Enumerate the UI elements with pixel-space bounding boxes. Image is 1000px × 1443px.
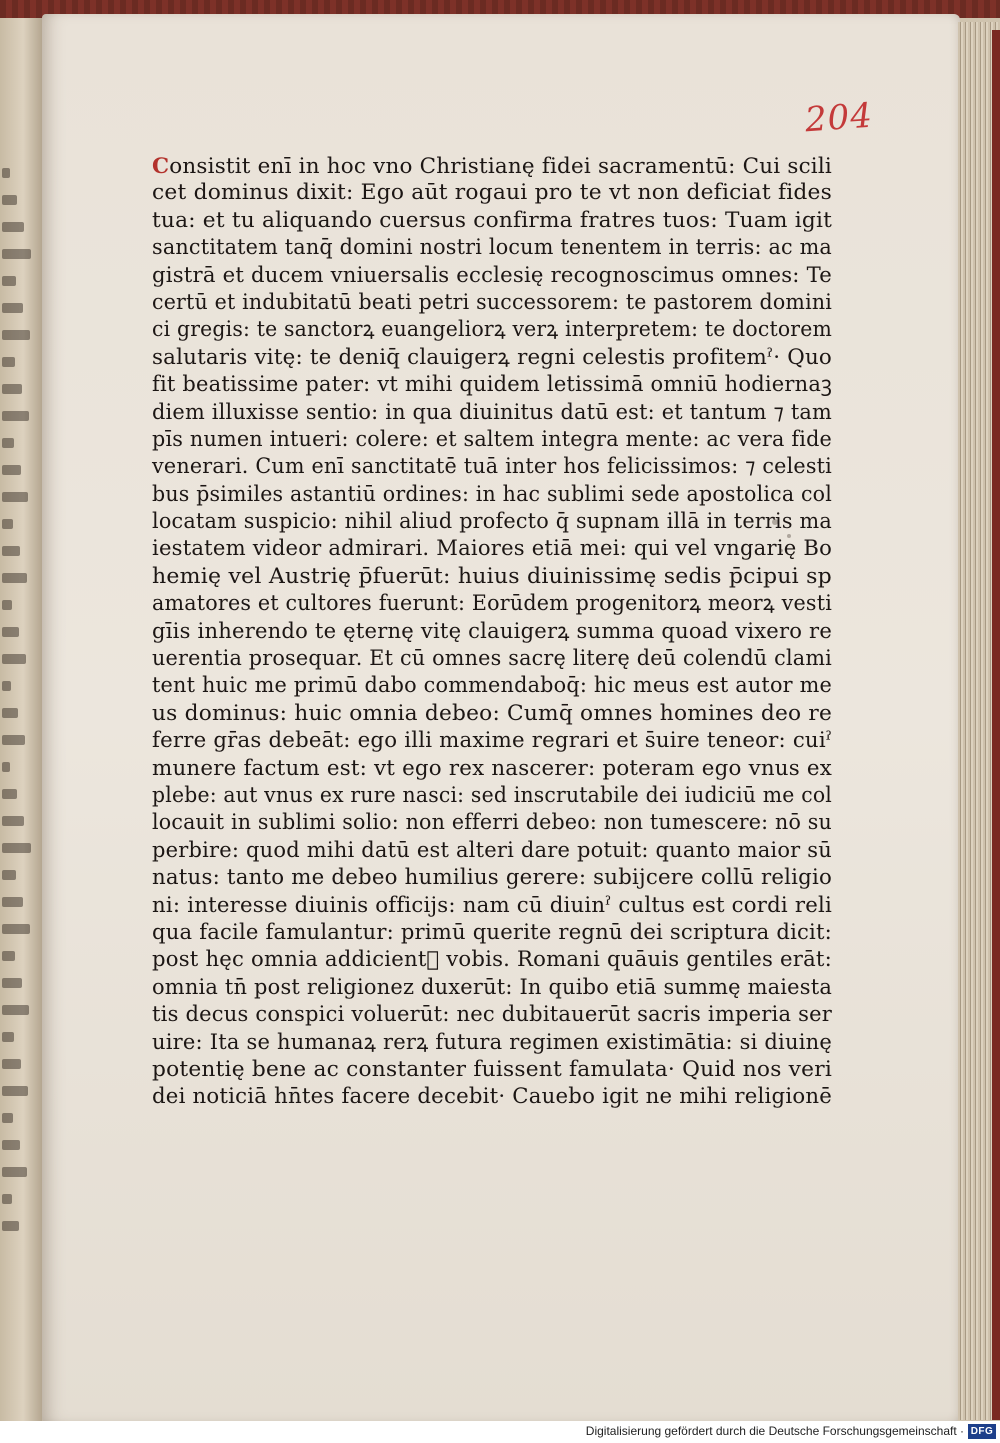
facing-page-text-trace <box>2 573 27 583</box>
line-text: us dominus: huic omnia debeo: Cumq̄ omnes homines deo re <box>152 700 832 725</box>
footer-credit: Digitalisierung gefördert durch die Deutsche Forschungsgemeinschaft · <box>585 1424 964 1438</box>
text-line-content <box>152 618 832 645</box>
text-block <box>152 152 832 1111</box>
text-line-content <box>152 234 832 261</box>
text-line-content <box>152 262 832 289</box>
text-line-content <box>152 892 832 919</box>
facing-page-text-trace <box>2 1140 20 1150</box>
line-text: dei noticiā hn̄tes facere decebit· Cauebo igit ne mihi religionē <box>152 1084 832 1109</box>
facing-page-text-trace <box>2 1113 13 1123</box>
facing-page-text-trace <box>2 222 24 232</box>
text-line <box>152 207 832 234</box>
text-line-content <box>152 1029 832 1056</box>
text-line <box>152 1056 832 1083</box>
text-line-content <box>152 508 832 535</box>
facing-page-text-trace <box>2 438 14 448</box>
line-text: hemię vel Austrię p̄fuerūt: huius diuinissimę sedis p̄cipui sp <box>152 563 833 588</box>
text-line <box>152 152 832 179</box>
facing-page-text-trace <box>2 168 10 178</box>
footer-bar <box>0 1421 1000 1443</box>
facing-page-text-trace <box>2 1059 21 1069</box>
line-text: omnia tn̄ post religionez duxerūt: In quibo etiā summę maiesta <box>152 974 832 999</box>
facing-page-text-trace <box>2 411 29 421</box>
line-text: uerentia prosequar. Et cū omnes sacrę literę deū colendū clami <box>152 646 832 671</box>
text-line <box>152 727 832 754</box>
facing-page-text-trace <box>2 1167 27 1177</box>
text-line <box>152 508 832 535</box>
line-text: ci gregis: te sanctorꝝ euangeliorꝝ verꝝ interpretem: te doctorem <box>152 317 832 342</box>
line-text: bus p̄similes astantiū ordines: in hac sublimi sede apostolica col <box>152 481 832 506</box>
facing-page-text-trace <box>2 195 17 205</box>
text-line <box>152 563 832 590</box>
facing-page-text-trace <box>2 789 17 799</box>
facing-page-text-trace <box>2 249 31 259</box>
text-line-content <box>152 700 832 727</box>
text-line-content <box>152 535 832 562</box>
text-line-content <box>152 946 832 973</box>
text-line-content <box>152 919 832 946</box>
text-line-content <box>152 481 832 508</box>
text-line-content <box>152 864 832 891</box>
line-text: iestatem videor admirari. Maiores etiā mei: qui vel vngarię Bo <box>152 536 832 561</box>
text-line <box>152 453 832 480</box>
line-text: tis decus conspici voluerūt: nec dubitauerūt sacris imperia ser <box>152 1002 832 1027</box>
text-line <box>152 919 832 946</box>
facing-page-text-trace <box>2 330 30 340</box>
facing-page-text-trace <box>2 357 15 367</box>
text-line <box>152 262 832 289</box>
line-text: munere factum est: vt ego rex nascerer: poteram ego vnus ex <box>152 755 832 780</box>
facing-page-text-trace <box>2 708 18 718</box>
line-text: locauit in sublimi solio: non efferri debeo: non tumescere: nō su <box>152 810 832 835</box>
facing-page-text-trace <box>2 1005 29 1015</box>
text-line-content <box>152 426 832 453</box>
facing-page-text-trace <box>2 1194 12 1204</box>
text-line-content <box>152 809 832 836</box>
text-line <box>152 782 832 809</box>
line-text: fit beatissime pater: vt mihi quidem letissimā omniū hodiernaꝫ <box>152 372 832 397</box>
text-line <box>152 535 832 562</box>
text-line-content <box>152 316 832 343</box>
line-text: locatam suspicio: nihil aliud profecto q̄ supnam illā in terris ma <box>152 509 832 534</box>
text-line <box>152 1029 832 1056</box>
folio-number: 204 <box>803 95 875 141</box>
facing-page-text-trace <box>2 654 26 664</box>
text-line-content <box>152 399 832 426</box>
line-text: venerari. Cum enī sanctitatē tuā inter hos felicissimos: ⁊ celesti <box>152 454 832 479</box>
line-text: amatores et cultores fuerunt: Eorūdem progenitorꝝ meorꝝ vesti <box>152 591 832 616</box>
text-line-content <box>152 453 832 480</box>
line-text: ni: interesse diuinis officijs: nam cū diuinˀ cultus est cordi reli <box>152 892 832 917</box>
text-line <box>152 234 832 261</box>
text-line-content <box>152 1001 832 1028</box>
line-text: gistrā et ducem vniuersalis ecclesię recognoscimus omnes: Te <box>152 262 832 287</box>
facing-page-text-trace <box>2 735 25 745</box>
facing-page-text-trace <box>2 1032 14 1042</box>
text-line <box>152 672 832 699</box>
text-line <box>152 344 832 371</box>
ink-speck <box>780 549 783 552</box>
line-text: natus: tanto me debeo humilius gerere: subijcere collū religio <box>152 865 832 890</box>
text-line-content <box>152 371 832 398</box>
line-text: uire: Ita se humanaꝝ rerꝝ futura regimen existimātia: si diuinę <box>152 1029 832 1054</box>
line-text: pīs numen intueri: colere: et saltem integra mente: ac vera fide <box>152 426 832 451</box>
line-text: salutaris vitę: te deniq̄ clauigerꝝ regni celestis profitemˀ· Quo <box>152 344 833 369</box>
text-line <box>152 645 832 672</box>
line-text: gīis inherendo te ęternę vitę clauigerꝝ summa quoad vixero re <box>152 618 832 643</box>
facing-page-text-trace <box>2 951 15 961</box>
facing-page-text-trace <box>2 978 22 988</box>
text-line-content <box>152 782 832 809</box>
facing-page-text-trace <box>2 519 13 529</box>
line-text: tua: et tu aliquando cuersus confirma fratres tuos: Tuam igit <box>152 207 832 232</box>
facing-page-text-trace <box>2 897 23 907</box>
ink-speck <box>787 534 791 538</box>
binding-edge-right <box>992 30 1000 1420</box>
text-line <box>152 179 832 206</box>
facing-page-text-trace <box>2 1086 28 1096</box>
line-text: perbire: quod mihi datū est alteri dare potuit: quanto maior sū <box>152 837 832 862</box>
text-line <box>152 371 832 398</box>
facing-page-text-trace <box>2 870 16 880</box>
text-line <box>152 1001 832 1028</box>
line-text: diem illuxisse sentio: in qua diuinitus datū est: et tantum ⁊ tam <box>152 399 832 424</box>
line-text: tent huic me primū dabo commendaboq̄: hic meus est autor me <box>152 673 832 698</box>
text-line-content <box>152 974 832 1001</box>
text-line <box>152 974 832 1001</box>
facing-page-text-trace <box>2 924 30 934</box>
line-text: onsistit enī in hoc vno Christianę fidei sacramentū: Cui scili <box>169 154 833 178</box>
text-line <box>152 892 832 919</box>
facing-page-text-trace <box>2 627 19 637</box>
text-line-content <box>152 152 832 180</box>
text-line <box>152 864 832 891</box>
text-line <box>152 755 832 782</box>
facing-page-text-trace <box>2 762 10 772</box>
text-line-content <box>152 207 832 234</box>
line-text: certū et indubitatū beati petri successorem: te pastorem domini <box>152 289 832 314</box>
text-line-content <box>152 1083 832 1110</box>
line-text: sanctitatem tanq̄ domini nostri locum tenentem in terris: ac ma <box>152 235 832 260</box>
text-line <box>152 809 832 836</box>
text-line <box>152 590 832 617</box>
text-line-content <box>152 344 832 371</box>
line-text: cet dominus dixit: Ego aūt rogaui pro te vt non deficiat fides <box>152 180 832 205</box>
text-line <box>152 289 832 316</box>
text-line <box>152 481 832 508</box>
text-line <box>152 700 832 727</box>
text-line-content <box>152 1056 832 1083</box>
ink-speck <box>772 519 778 525</box>
facing-page-text-trace <box>2 492 28 502</box>
text-line-content <box>152 645 832 672</box>
facing-page-text-trace <box>2 1221 19 1231</box>
text-line-content <box>152 590 832 617</box>
text-line <box>152 426 832 453</box>
line-text: post hęc omnia addicientᷣ vobis. Romani quāuis gentiles erāt: <box>152 947 832 972</box>
text-line-content <box>152 563 832 590</box>
facing-page-text-trace <box>2 816 24 826</box>
text-line <box>152 837 832 864</box>
text-line <box>152 399 832 426</box>
text-line-content <box>152 289 832 316</box>
line-text: qua facile famulantur: primū querite regnū dei scriptura dicit: <box>152 919 832 944</box>
text-line-content <box>152 672 832 699</box>
facing-page-text-trace <box>2 681 11 691</box>
text-line <box>152 946 832 973</box>
text-line-content <box>152 179 832 206</box>
facing-page-text-trace <box>2 276 16 286</box>
text-line <box>152 618 832 645</box>
line-text: plebe: aut vnus ex rure nasci: sed inscrutabile dei iudiciū me col <box>152 782 832 807</box>
line-text: potentię bene ac constanter fuissent famulata· Quid nos veri <box>152 1056 833 1081</box>
line-text: ferre gr̄as debeāt: ego illi maxime regrari et s̄uire teneor: cuiˀ <box>152 728 832 753</box>
facing-page-edge <box>0 18 42 1421</box>
facing-page-text-trace <box>2 465 21 475</box>
rubricated-initial: C <box>152 153 170 178</box>
text-line <box>152 316 832 343</box>
facing-page-text-trace <box>2 843 31 853</box>
text-line-content <box>152 727 832 754</box>
facing-page-text-trace <box>2 384 22 394</box>
dfg-logo: DFG <box>968 1424 996 1439</box>
text-line-content <box>152 837 832 864</box>
facing-page-text-trace <box>2 600 12 610</box>
manuscript-page <box>42 14 960 1422</box>
facing-page-text-trace <box>2 546 20 556</box>
text-line <box>152 1083 832 1110</box>
text-line-content <box>152 755 832 782</box>
facing-page-text-trace <box>2 303 23 313</box>
